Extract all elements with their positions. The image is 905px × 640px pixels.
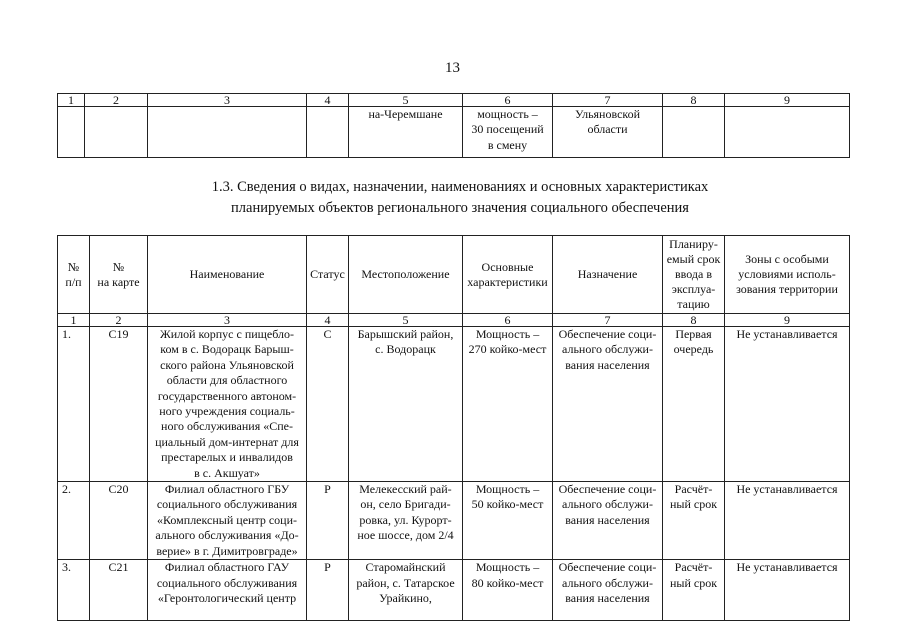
row-index: 2. bbox=[58, 482, 90, 560]
table-row bbox=[58, 482, 850, 560]
col-number: 7 bbox=[553, 94, 663, 107]
status: Р bbox=[307, 560, 349, 621]
table-cell bbox=[663, 107, 725, 158]
table-cell: Ульяновской области bbox=[553, 107, 663, 158]
col-number: 1 bbox=[58, 94, 85, 107]
col-number: 9 bbox=[725, 94, 850, 107]
col-number: 4 bbox=[307, 314, 349, 327]
table-cell bbox=[58, 107, 85, 158]
status: Р bbox=[307, 482, 349, 560]
col-number: 1 bbox=[58, 314, 90, 327]
table-row bbox=[58, 560, 850, 621]
column-number-row bbox=[58, 314, 850, 327]
object-name: Жилой корпус с пищебло- ком в с. Водорацк Барыш- ского района Ульяновской области для областного государственного автоном- ного учреждения социаль- ного обслуживания «Спе- циальный дом-интернат для престарелых и инвалидов в с. Акшуат» bbox=[148, 327, 307, 482]
table-row bbox=[58, 107, 850, 158]
col-number: 8 bbox=[663, 94, 725, 107]
col-number: 3 bbox=[148, 314, 307, 327]
col-number: 5 bbox=[349, 314, 463, 327]
header-cell: Местоположение bbox=[349, 236, 463, 314]
map-number: С20 bbox=[90, 482, 148, 560]
location: Барышский район, с. Водорацк bbox=[349, 327, 463, 482]
purpose: Обеспечение соци- ального обслужи- вания населения bbox=[553, 560, 663, 621]
status: С bbox=[307, 327, 349, 482]
commissioning-term: Расчёт- ный срок bbox=[663, 560, 725, 621]
col-number: 4 bbox=[307, 94, 349, 107]
continued-table bbox=[57, 93, 850, 158]
row-index: 1. bbox=[58, 327, 90, 482]
header-cell: Зоны с особыми условиями исполь- зования территории bbox=[725, 236, 850, 314]
col-number: 3 bbox=[148, 94, 307, 107]
location: Мелекесский рай- он, село Бригади- ровка, ул. Курорт- ное шоссе, дом 2/4 bbox=[349, 482, 463, 560]
col-number: 7 bbox=[553, 314, 663, 327]
col-number: 6 bbox=[463, 314, 553, 327]
header-cell: Наименование bbox=[148, 236, 307, 314]
header-cell: Основные характеристики bbox=[463, 236, 553, 314]
section-heading: 1.3. Сведения о видах, назначении, наименованиях и основных характеристиках планируемых объектов регионального значения социального обеспечения bbox=[211, 179, 709, 216]
table-cell: мощность – 30 посещений в смену bbox=[463, 107, 553, 158]
characteristics: Мощность – 270 койко-мест bbox=[463, 327, 553, 482]
header-cell: № п/п bbox=[58, 236, 90, 314]
purpose: Обеспечение соци- ального обслужи- вания населения bbox=[553, 327, 663, 482]
commissioning-term: Первая очередь bbox=[663, 327, 725, 482]
commissioning-term: Расчёт- ный срок bbox=[663, 482, 725, 560]
header-row bbox=[58, 236, 850, 314]
col-number: 2 bbox=[85, 94, 148, 107]
col-number: 9 bbox=[725, 314, 850, 327]
page-number: 13 bbox=[445, 60, 460, 76]
header-cell: Назначение bbox=[553, 236, 663, 314]
special-zones: Не устанавливается bbox=[725, 482, 850, 560]
table-row bbox=[58, 327, 850, 482]
purpose: Обеспечение соци- ального обслужи- вания населения bbox=[553, 482, 663, 560]
map-number: С21 bbox=[90, 560, 148, 621]
characteristics: Мощность – 80 койко-мест bbox=[463, 560, 553, 621]
header-cell: № на карте bbox=[90, 236, 148, 314]
object-name: Филиал областного ГБУ социального обслуживания «Комплексный центр соци- ального обслуживания «До- верие» в г. Димитровграде» bbox=[148, 482, 307, 560]
map-number: С19 bbox=[90, 327, 148, 482]
table-cell: на-Черемшане bbox=[349, 107, 463, 158]
table-cell bbox=[307, 107, 349, 158]
characteristics: Мощность – 50 койко-мест bbox=[463, 482, 553, 560]
objects-table bbox=[57, 235, 850, 621]
object-name: Филиал областного ГАУ социального обслуживания «Геронтологический центр bbox=[148, 560, 307, 621]
special-zones: Не устанавливается bbox=[725, 560, 850, 621]
col-number: 8 bbox=[663, 314, 725, 327]
location: Старомайнский район, с. Татарское Урайкино, bbox=[349, 560, 463, 621]
special-zones: Не устанавливается bbox=[725, 327, 850, 482]
col-number: 6 bbox=[463, 94, 553, 107]
table-cell bbox=[85, 107, 148, 158]
table-cell bbox=[725, 107, 850, 158]
column-number-row bbox=[58, 94, 850, 107]
col-number: 2 bbox=[90, 314, 148, 327]
row-index: 3. bbox=[58, 560, 90, 621]
col-number: 5 bbox=[349, 94, 463, 107]
header-cell: Статус bbox=[307, 236, 349, 314]
header-cell: Планиру- емый срок ввода в эксплуа- тацию bbox=[663, 236, 725, 314]
table-cell bbox=[148, 107, 307, 158]
